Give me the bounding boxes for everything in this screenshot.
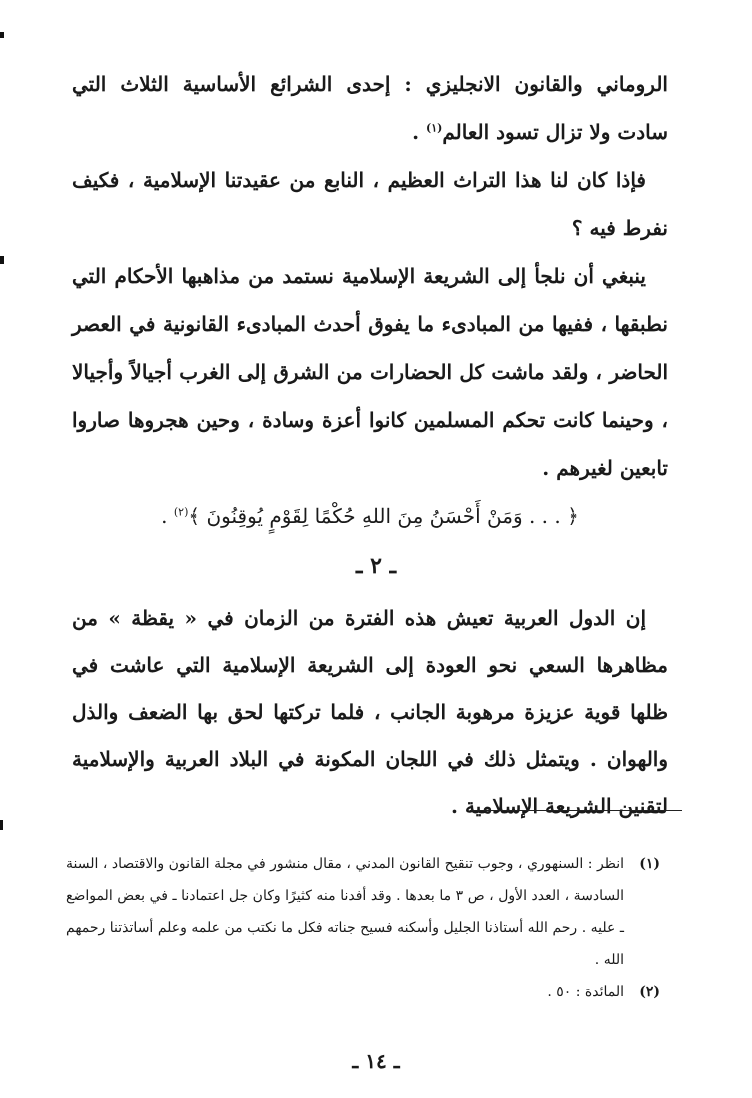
scan-edge-mark <box>0 820 3 830</box>
main-text-section-1 <box>72 60 668 540</box>
footnotes <box>66 848 660 1008</box>
scan-edge-mark <box>0 256 4 264</box>
main-text-section-2 <box>72 595 668 830</box>
paragraph-1: الروماني والقانون الانجليزي : إحدى الشرائع الأساسية الثلاث التي سادت ولا تزال تسود العالم$^{(١)}$ . <box>72 72 668 144</box>
paragraph-2: فإذا كان لنا هذا التراث العظيم ، النابع من عقيدتنا الإسلامية ، فكيف نفرط فيه ؟ <box>72 168 668 240</box>
page-number: ـ ١٤ ـ <box>352 1049 400 1073</box>
footnote-text: المائدة : ٥٠ . <box>547 984 624 1000</box>
footnote-divider <box>470 810 682 811</box>
footnote-number: (٢) <box>639 984 660 1000</box>
paragraph-4: إن الدول العربية تعيش هذه الفترة من الزمان في « يقظة » من مظاهرها السعي نحو العودة إلى الشريعة الإسلامية التي عاشت في ظلها قوية عزيزة مرهوبة الجانب ، فلما تركتها لحق بها الضعف والذل والهوان . ويتمثل ذلك في اللجان المكونة في البلاد العربية والإسلامية لتقنين الشريعة الإسلامية . <box>72 606 669 818</box>
footnote-number: (١) <box>639 856 660 872</box>
section-number: ـ ٢ ـ <box>355 553 397 579</box>
scan-edge-mark <box>0 32 4 38</box>
footnote-ref-2: (٢) <box>173 505 189 519</box>
paragraph-3: ينبغي أن نلجأ إلى الشريعة الإسلامية نستمد من مذاهبها الأحكام التي نطبقها ، ففيها من المبادىء ما يفوق أحدث المبادىء القانونية في العصر الحاضر ، ولقد ماشت كل الحضارات من الشرق إلى الغرب أجيالاً وأجيالا ، وحينما كانت تحكم المسلمين كانوا أعزة وسادة ، وحين هجروها صاروا تابعين لغيرهم . <box>72 264 668 480</box>
footnote-1 <box>66 848 660 976</box>
quran-verse: ﴿ . . . وَمَنْ أَحْسَنُ مِنَ اللهِ حُكْمًا لِقَوْمٍ يُوقِنُونَ ﴾$^{(٢)}$ . <box>161 504 579 528</box>
footnote-2 <box>66 976 660 1008</box>
footnote-text: انظر : السنهوري ، وجوب تنقيح القانون المدني ، مقال منشور في مجلة القانون والاقتصاد ، السنة السادسة ، العدد الأول ، ص ٣ ما بعدها . وقد أفدنا منه كثيرًا وكان جل اعتمادنا ـ في بعض المواضع ـ عليه . رحم الله أستاذنا الجليل وأسكنه فسيح جناته فكل ما نكتب من علمه وعلم أساتذتنا رحمهم الله . <box>66 856 625 968</box>
footnote-ref-1: (١) <box>426 121 443 135</box>
